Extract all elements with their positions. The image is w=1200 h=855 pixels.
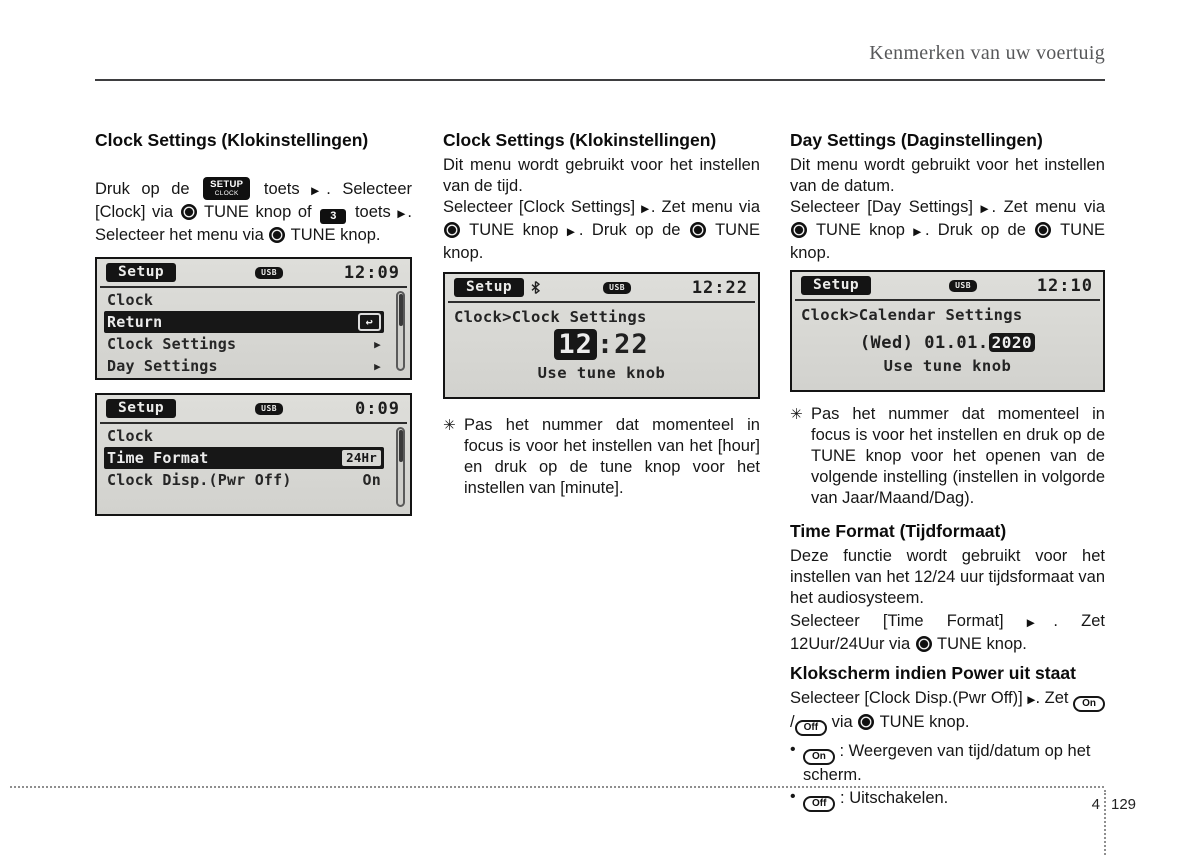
- on-button-icon: On: [1073, 696, 1105, 712]
- lcd-row-clock: [104, 425, 384, 447]
- step-arrow-icon: ▶: [397, 208, 408, 220]
- text-segment: . Zet menu via: [650, 198, 761, 216]
- lcd-setup-tag: Setup: [106, 263, 176, 282]
- scrollbar-thumb: [399, 294, 403, 326]
- lcd-row-time-format-selected: [104, 447, 384, 469]
- section-heading-clock-display: Klokscherm indien Power uit staat: [790, 663, 1076, 683]
- lcd-row-clock-disp-pwr-off: [104, 469, 384, 491]
- setup-key-label: SETUP: [210, 179, 244, 190]
- usb-icon: USB: [949, 280, 977, 292]
- page-header-title: Kenmerken van uw voertuig: [869, 42, 1105, 64]
- lcd-menu-list: [97, 288, 410, 377]
- row-label: Clock: [107, 427, 154, 445]
- text-segment: toets: [252, 179, 312, 198]
- lcd-menu-list: [97, 424, 410, 491]
- text-segment: : Uitschakelen.: [835, 789, 949, 807]
- section-heading: Clock Settings (Klokinstellingen): [443, 130, 717, 150]
- scrollbar: [396, 427, 405, 507]
- tune-knob-icon: [269, 227, 285, 243]
- chapter-number: 4: [1091, 796, 1100, 813]
- lcd-time-editor: [445, 329, 758, 360]
- footer-dotted-line: [10, 786, 1104, 788]
- text-segment: /: [790, 713, 795, 731]
- description-paragraph: Dit menu wordt gebruikt voor het instellen van de datum.: [790, 156, 1105, 195]
- row-label: Clock: [107, 291, 154, 309]
- text-segment: Selecteer [Clock Settings]: [443, 198, 642, 216]
- lcd-row-clock-settings: [104, 333, 384, 355]
- tune-knob-icon: [444, 222, 460, 238]
- row-label: Clock Disp.(Pwr Off): [107, 471, 292, 489]
- date-prefix: (Wed) 01.01.: [859, 333, 989, 353]
- step-arrow-icon: ▶: [980, 203, 992, 215]
- lcd-clock-time: 12:09: [343, 262, 400, 283]
- lcd-clock-time: 12:22: [691, 277, 748, 298]
- note-text: Pas het nummer dat momenteel in focus is voor het instellen en druk op de TUNE knop voor het openen van de volgende instelling (instellen in volgorde van Jaar/Maand/Dag).: [811, 405, 1105, 507]
- lcd-hint: Use tune knob: [537, 364, 666, 382]
- bullet-item-off: [790, 788, 1105, 812]
- return-icon: ↩: [358, 313, 381, 331]
- lcd-screen-clock-menu: [95, 257, 412, 380]
- setup-clock-key-icon: [203, 177, 250, 200]
- column-day-settings: [790, 130, 1105, 812]
- text-segment: via: [827, 713, 858, 731]
- hour-field-focused: 12: [554, 329, 597, 360]
- text-segment: . Selecteer [Clock] via: [95, 179, 413, 221]
- instruction-paragraph: [790, 611, 1105, 655]
- lcd-setup-tag: Setup: [106, 399, 176, 418]
- lcd-breadcrumb: Clock>Calendar Settings: [801, 306, 1023, 324]
- text-segment: TUNE knop.: [286, 226, 381, 244]
- text-segment: Selecteer [Time Format]: [790, 612, 1027, 630]
- lcd-screen-calendar-settings: [790, 270, 1105, 392]
- lcd-setup-tag: Setup: [801, 276, 871, 295]
- section-heading: Clock Settings (Klokinstellingen): [95, 130, 369, 150]
- description-paragraph: Dit menu wordt gebruikt voor het instellen van de tijd.: [443, 156, 760, 195]
- submenu-arrow-icon: ▶: [374, 359, 381, 373]
- row-label: Day Settings: [107, 357, 218, 375]
- row-label: Time Format: [107, 449, 209, 467]
- scrollbar: [396, 291, 405, 371]
- note-asterisk-icon: ✳: [790, 406, 803, 423]
- note-block: [443, 415, 760, 499]
- text-segment: TUNE knop.: [790, 221, 1106, 262]
- lcd-clock-time: 12:10: [1036, 275, 1093, 296]
- note-text: Pas het nummer dat momenteel in focus is voor het instellen van het [hour] en druk op de tune knop voor het instellen van [minute].: [464, 416, 760, 497]
- lcd-hint: Use tune knob: [883, 357, 1012, 375]
- on-button-icon: On: [803, 749, 835, 765]
- step-arrow-icon: ▶: [1027, 694, 1036, 706]
- lcd-status-bar: [792, 272, 1103, 299]
- text-segment: TUNE knop.: [875, 713, 970, 731]
- lcd-row-day-settings: [104, 355, 384, 377]
- lcd-status-bar: [97, 259, 410, 286]
- bullet-item-on: [790, 741, 1105, 786]
- note-asterisk-icon: ✳: [443, 417, 456, 434]
- bullet-text: [803, 788, 1105, 812]
- section-heading-time-format: Time Format (Tijdformaat): [790, 521, 1007, 541]
- text-segment: TUNE knop of: [197, 203, 319, 221]
- bullet-icon: •: [790, 741, 796, 758]
- off-button-icon: Off: [795, 720, 827, 736]
- step-arrow-icon: ▶: [1026, 617, 1054, 629]
- step-arrow-icon: ▶: [641, 203, 651, 215]
- text-segment: TUNE knop: [808, 221, 914, 239]
- lcd-screen-clock-settings: [443, 272, 760, 399]
- lcd-setup-tag: Setup: [454, 278, 524, 297]
- note-block: [790, 404, 1105, 509]
- tune-knob-icon: [916, 636, 932, 652]
- preset-key-3-icon: 3: [320, 209, 346, 224]
- section-heading: Day Settings (Daginstellingen): [790, 130, 1043, 150]
- usb-icon: USB: [255, 267, 283, 279]
- tune-knob-icon: [181, 204, 197, 220]
- minute-field: 22: [614, 329, 649, 360]
- clock-key-label: CLOCK: [214, 189, 239, 197]
- bullet-text: [803, 741, 1105, 786]
- column-clock-settings-detail: [443, 130, 760, 499]
- colon: :: [596, 329, 615, 360]
- text-segment: . Druk op de: [578, 221, 689, 239]
- scrollbar-thumb: [399, 430, 403, 462]
- text-segment: TUNE knop.: [443, 221, 761, 262]
- text-segment: . Zet menu via: [991, 198, 1105, 216]
- text-segment: TUNE knop: [461, 221, 567, 239]
- instruction-paragraph: [443, 197, 760, 264]
- tune-knob-icon: [1035, 222, 1051, 238]
- lcd-date-editor: [792, 333, 1103, 353]
- page-number-divider: [1104, 790, 1106, 855]
- page-number: 129: [1111, 796, 1137, 813]
- text-segment: Selecteer [Day Settings]: [790, 198, 981, 216]
- tune-knob-icon: [858, 714, 874, 730]
- lcd-row-return-selected: [104, 311, 384, 333]
- text-segment: Druk op de: [95, 179, 202, 198]
- tune-knob-icon: [690, 222, 706, 238]
- text-segment: toets: [348, 203, 398, 221]
- value-badge: 24Hr: [342, 450, 381, 466]
- instruction-paragraph: [790, 197, 1105, 264]
- text-segment: . Selecteer het menu via: [95, 203, 413, 244]
- lcd-status-bar: [445, 274, 758, 301]
- tune-knob-icon: [791, 222, 807, 238]
- year-field-focused: 2020: [989, 333, 1036, 352]
- text-segment: . Zet 12Uur/24Uur via: [790, 612, 1105, 653]
- lcd-clock-time: 0:09: [355, 398, 400, 419]
- text-segment: . Zet: [1035, 689, 1074, 707]
- row-label: Clock Settings: [107, 335, 237, 353]
- submenu-arrow-icon: ▶: [374, 337, 381, 351]
- usb-icon: USB: [603, 282, 631, 294]
- instruction-paragraph: [790, 688, 1105, 736]
- bullet-icon: •: [790, 788, 796, 805]
- lcd-breadcrumb: Clock>Clock Settings: [454, 308, 647, 326]
- header-rule: [95, 79, 1105, 81]
- instruction-paragraph: [95, 177, 412, 246]
- usb-icon: USB: [255, 403, 283, 415]
- text-segment: TUNE knop.: [932, 635, 1027, 653]
- bluetooth-icon: [531, 281, 540, 294]
- lcd-status-bar: [97, 395, 410, 422]
- lcd-row-clock: [104, 289, 384, 311]
- text-segment: : Weergeven van tijd/datum op het scherm.: [803, 742, 1091, 784]
- lcd-screen-clock-menu-time-format: [95, 393, 412, 516]
- row-value: On: [362, 471, 381, 489]
- text-segment: Selecteer [Clock Disp.(Pwr Off)]: [790, 689, 1028, 707]
- column-clock-settings-access: [95, 130, 412, 516]
- step-arrow-icon: ▶: [913, 226, 925, 238]
- description-paragraph: Deze functie wordt gebruikt voor het instellen van het 12/24 uur tijdsformaat van het audiosysteem.: [790, 547, 1105, 607]
- text-segment: . Druk op de: [924, 221, 1035, 239]
- row-label: Return: [107, 313, 163, 331]
- step-arrow-icon: ▶: [566, 226, 579, 238]
- off-button-icon: Off: [803, 796, 835, 812]
- step-arrow-icon: ▶: [311, 184, 327, 197]
